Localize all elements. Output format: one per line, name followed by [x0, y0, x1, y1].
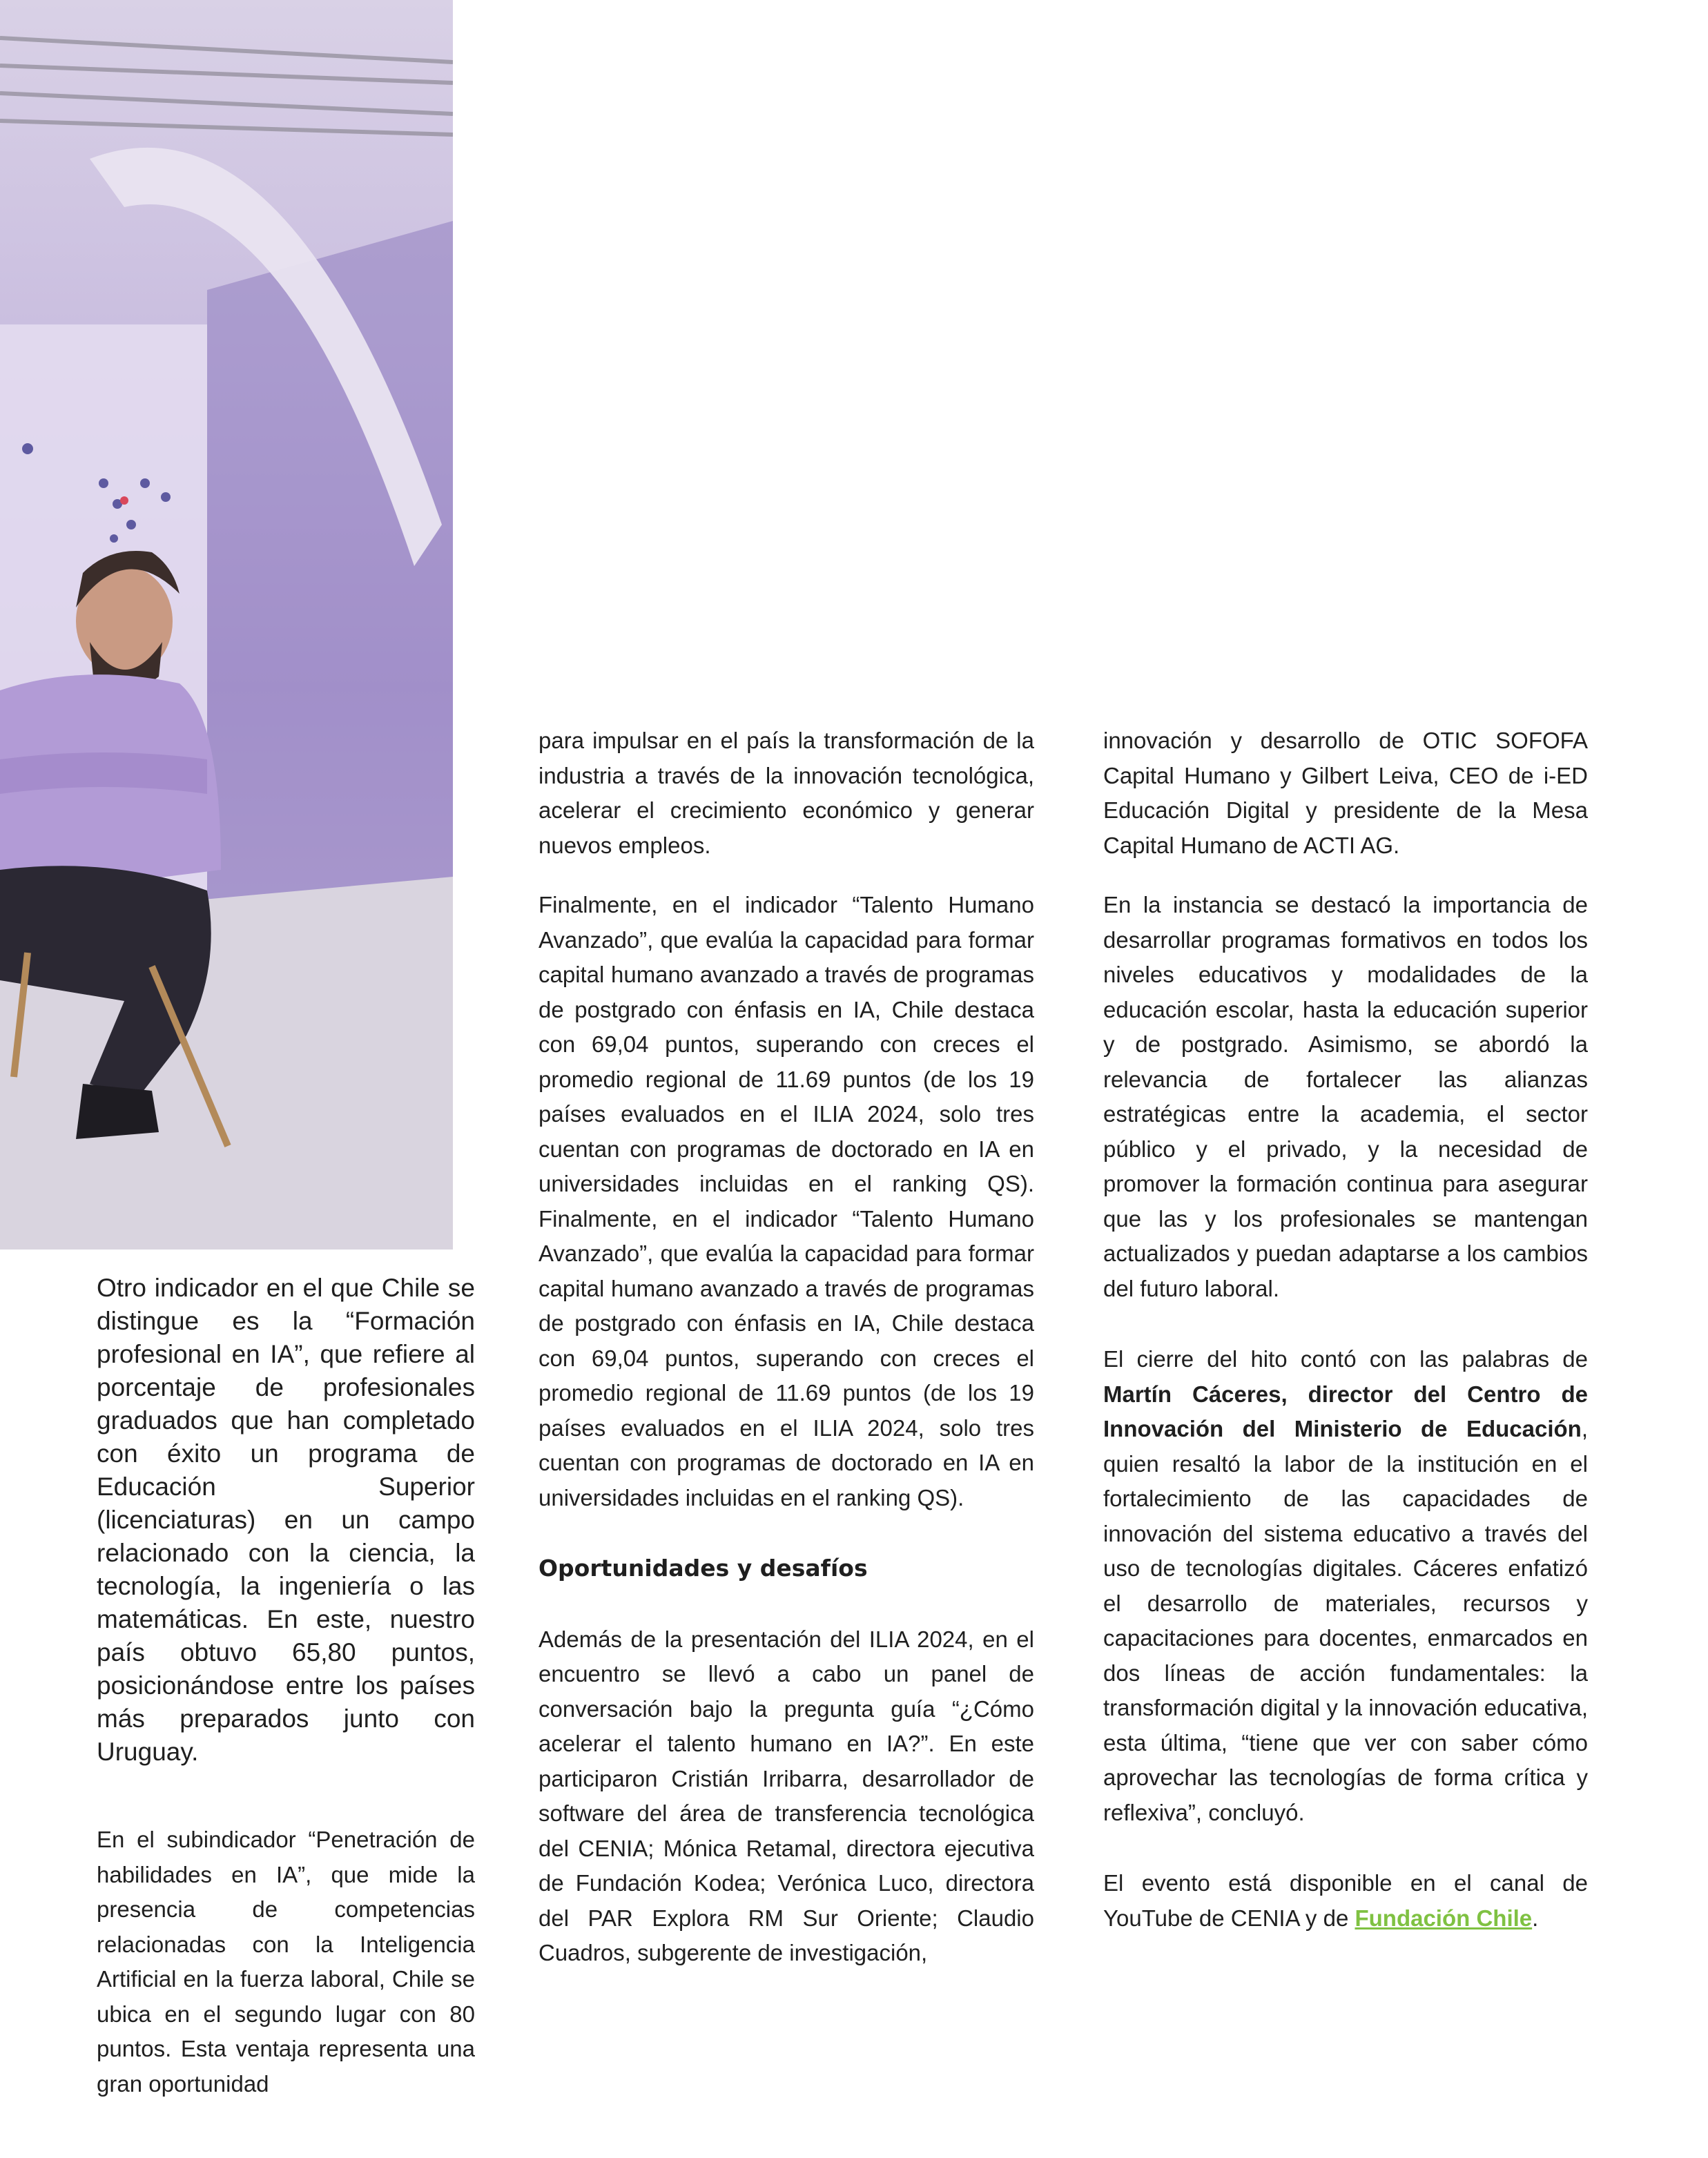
column-3	[1103, 723, 1588, 1936]
col2-paragraph-1: para impulsar en el país la transformación de la industria a través de la innovación tecnológica, acelerar el crecimiento económico y generar nuevos empleos.	[538, 728, 1034, 858]
col1-paragraph-1: Otro indicador en el que Chile se distingue es la “Formación profesional en IA”, que refiere al porcentaje de profesionales graduados que han completado con éxito un programa de Educación Superior (licenciaturas) en un campo relacionado con la ciencia, la tecnología, la ingeniería o las matemáticas. En este, nuestro país obtuvo 65,80 puntos, posicionándose entre los países más preparados junto con Uruguay.	[97, 1274, 475, 1766]
fundacion-chile-link[interactable]: Fundación Chile	[1355, 1905, 1533, 1931]
col3-p3-intro: El cierre del hito contó con las palabras de	[1103, 1346, 1588, 1372]
column-2	[538, 723, 1034, 1971]
col3-p3-body: , quien resaltó la labor de la institución en el fortalecimiento de las capacidades de innovación del sistema educativo a través del uso de tecnologías digitales. Cáceres enfatizó el desarrollo de materiales, recursos y capacitaciones para docentes, enmarcados en dos líneas de acción fundamentales: la transformación digital y la innovación educativa, esta última, “tiene que ver con saber cómo aprovechar las tecnologías de forma crítica y reflexiva”, concluyó.	[1103, 1416, 1588, 1825]
section-heading: Oportunidades y desafíos	[538, 1555, 868, 1582]
col3-p3-speaker: Martín Cáceres, director del Centro de Innovación del Ministerio de Educación	[1103, 1381, 1588, 1441]
column-1-continued	[97, 1822, 475, 2101]
column-1	[97, 1272, 475, 1769]
col3-paragraph-2: En la instancia se destacó la importancia de desarrollar programas formativos en todos los niveles educativos y modalidades de la educación escolar, hasta la educación superior y de postgrado. Asimismo, se abordó la relevancia de fortalecer las alianzas estratégicas entre la academia, el sector público y el privado, y la necesidad de promover la formación continua para asegurar que las y los profesionales se mantengan actualizados y puedan adaptarse a los cambios del futuro laboral.	[1103, 892, 1588, 1301]
col3-paragraph-3	[1103, 1342, 1588, 1830]
event-photo	[0, 0, 453, 1250]
col3-paragraph-4	[1103, 1866, 1588, 1936]
col3-p4-intro: El evento está disponible en el canal de YouTube de CENIA y de	[1103, 1870, 1588, 1931]
col2-paragraph-2: Finalmente, en el indicador “Talento Humano Avanzado”, que evalúa la capacidad para formar capital humano avanzado a través de programas de postgrado con énfasis en IA, Chile destaca con 69,04 puntos, superando con creces el promedio regional de 11.69 puntos (de los 19 países evaluados en el ILIA 2024, solo tres cuentan con programas de doctorado en IA en universidades incluidas en el ranking QS). Finalmente, en el indicador “Talento Humano Avanzado”, que evalúa la capacidad para formar capital humano avanzado a través de programas de postgrado con énfasis en IA, Chile destaca con 69,04 puntos, superando con creces el promedio regional de 11.69 puntos (de los 19 países evaluados en el ILIA 2024, solo tres cuentan con programas de doctorado en IA en universidades incluidas en el ranking QS).	[538, 892, 1034, 1510]
col3-paragraph-1: innovación y desarrollo de OTIC SOFOFA Capital Humano y Gilbert Leiva, CEO de i-ED Educación Digital y presidente de la Mesa Capital Humano de ACTI AG.	[1103, 728, 1588, 858]
col2-paragraph-3: Además de la presentación del ILIA 2024, en el encuentro se llevó a cabo un panel de conversación bajo la pregunta guía “¿Cómo acelerar el talento humano en IA?”. En este participaron Cristián Irribarra, desarrollador de software del área de transferencia tecnológica del CENIA; Mónica Retamal, directora ejecutiva de Fundación Kodea; Verónica Luco, directora del PAR Explora RM Sur Oriente; Claudio Cuadros, subgerente de investigación,	[538, 1626, 1034, 1965]
col1-paragraph-2: En el subindicador “Penetración de habilidades en IA”, que mide la presencia de competencias relacionadas con la Inteligencia Artificial en la fuerza laboral, Chile se ubica en el segundo lugar con 80 puntos. Esta ventaja representa una gran oportunidad	[97, 1827, 475, 2097]
photo-illustration	[0, 0, 453, 1250]
col3-p4-end: .	[1532, 1905, 1539, 1931]
